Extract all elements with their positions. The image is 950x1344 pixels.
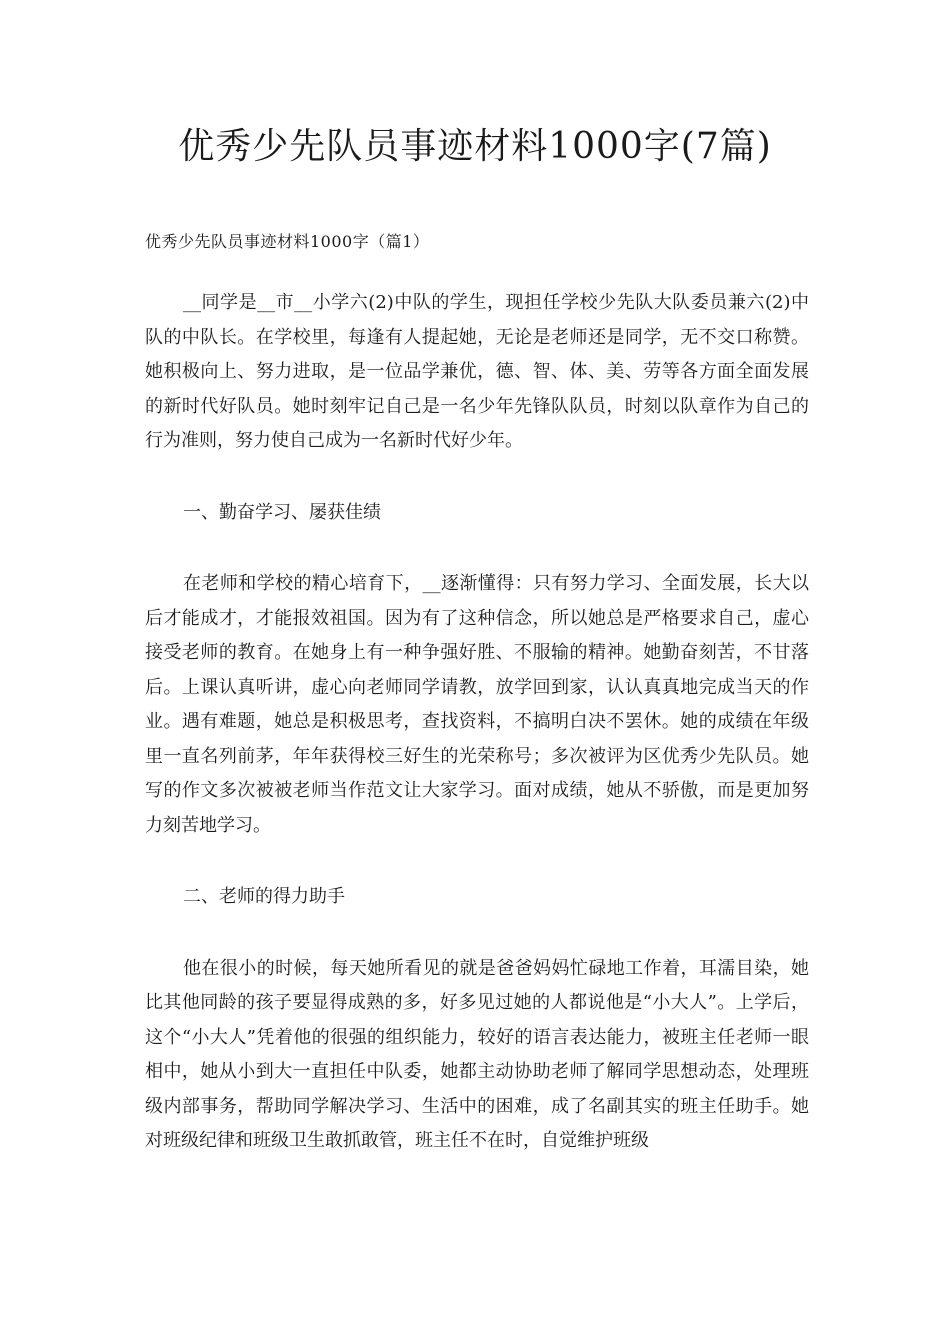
- document-body: [145, 286, 809, 1159]
- paragraph-helper: 他在很小的时候，每天她所看见的就是爸爸妈妈忙碌地工作着，耳濡目染，她比其他同龄的孩子要显得成熟的多，好多见过她的人都说他是“小大人”。上学后，这个“小大人”凭着他的很强的组织能力，较好的语言表达能力，被班主任老师一眼相中，她从小到大一直担任中队委，她都主动协助老师了解同学思想动态，处理班级内部事务，帮助同学解决学习、生活中的困难，成了名副其实的班主任助手。她对班级纪律和班级卫生敢抓敢管，班主任不在时，自觉维护班级: [145, 957, 809, 1151]
- section-heading-helper: 二、老师的得力助手: [183, 886, 345, 907]
- document-title: 优秀少先队员事迹材料1000字(7篇): [178, 126, 772, 167]
- paragraph-study: 在老师和学校的精心培育下，__逐渐懂得：只有努力学习、全面发展，长大以后才能成才，才能报效祖国。因为有了这种信念，所以她总是严格要求自己，虚心接受老师的教育。在她身上有一种争强好胜、不服输的精神。她勤奋刻苦，不甘落后。上课认真听讲，虚心向老师同学请教，放学回到家，认认真真地完成当天的作业。遇有难题，她总是积极思考，查找资料，不搞明白决不罢休。她的成绩在年级里一直名列前茅，年年获得校三好生的光荣称号；多次被评为区优秀少先队员。她写的作文多次被被老师当作范文让大家学习。面对成绩，她从不骄傲，而是更加努力刻苦地学习。: [145, 573, 809, 836]
- section-heading-study: 一、勤奋学习、屡获佳绩: [183, 501, 381, 523]
- paragraph-intro: __同学是__市__小学六(2)中队的学生，现担任学校少先队大队委员兼六(2)中队的中队长。在学校里，每逢有人提起她，无论是老师还是同学，无不交口称赞。她积极向上、努力进取，是一位品学兼优，德、智、体、美、劳等各方面全面发展的新时代好队员。她时刻牢记自己是一名少年先锋队队员，时刻以队章作为自己的行为准则，努力使自己成为一名新时代好少年。: [145, 292, 809, 451]
- section-subtitle: 优秀少先队员事迹材料1000字（篇1）: [145, 232, 430, 251]
